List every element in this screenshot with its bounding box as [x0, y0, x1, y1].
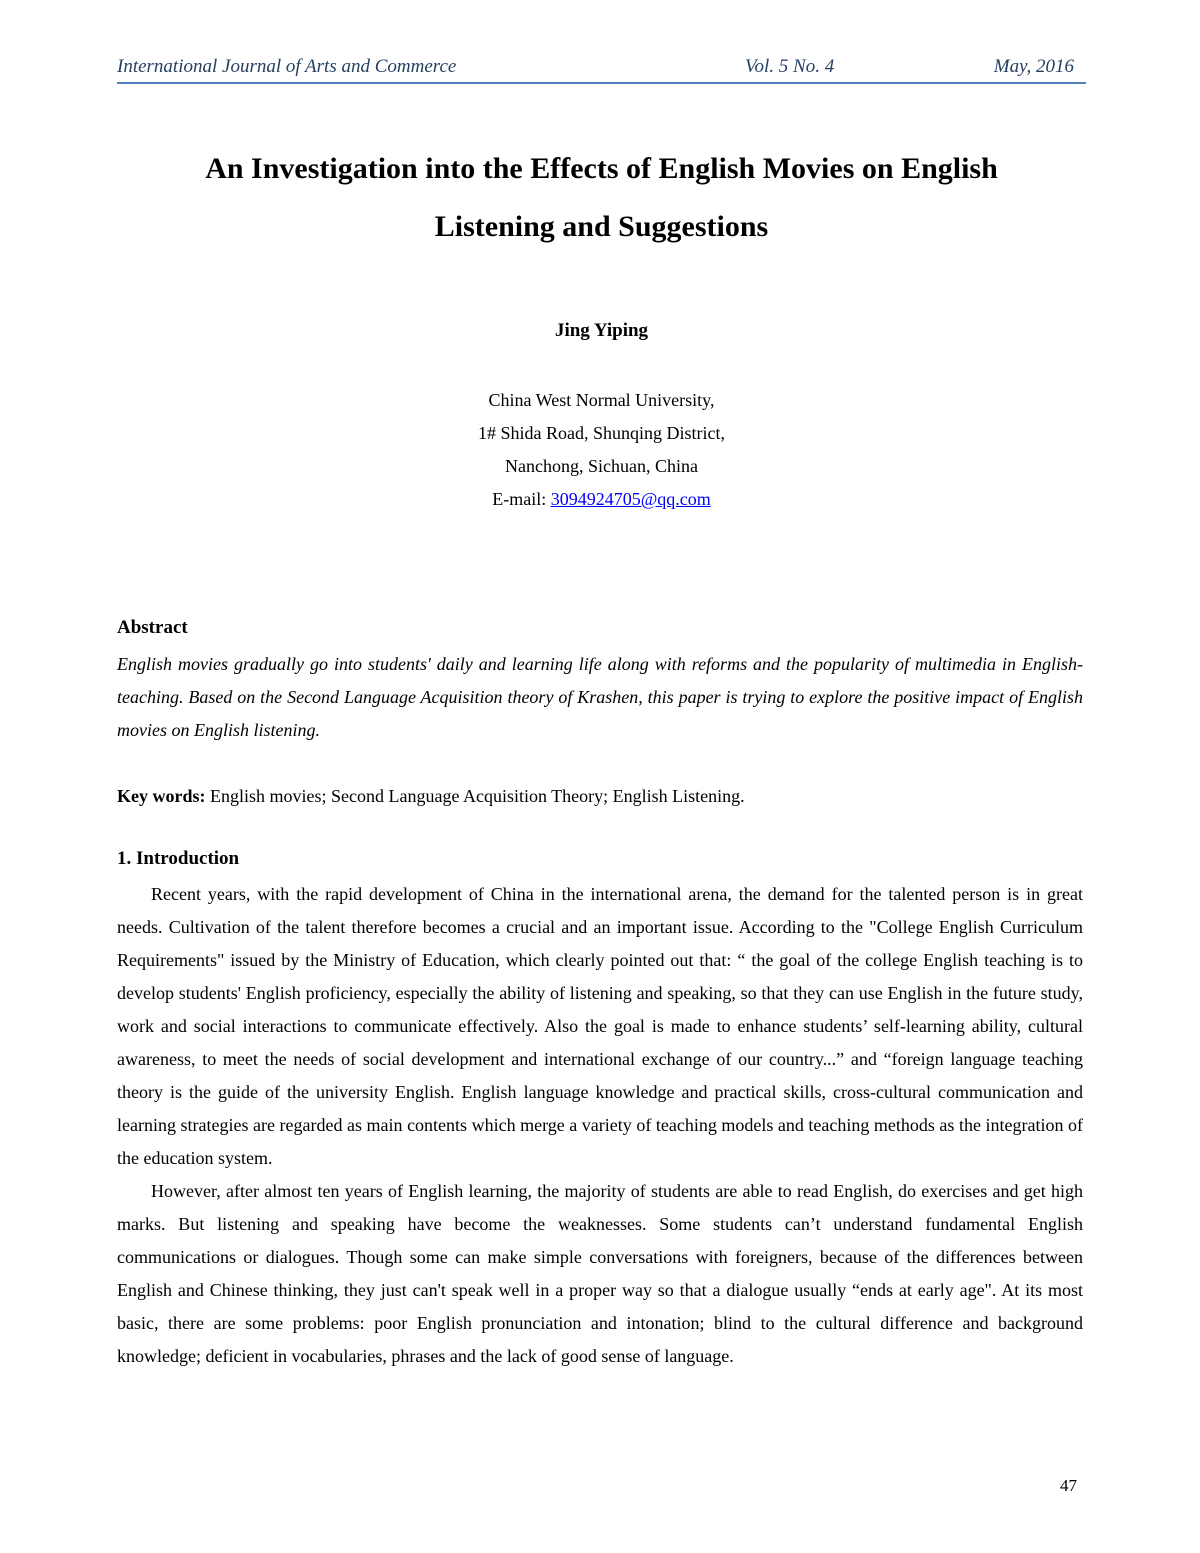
section-heading-introduction: 1. Introduction	[117, 848, 240, 869]
author-affiliation	[117, 384, 1086, 516]
introduction-paragraph-1: Recent years, with the rapid development of China in the international arena, the demand for the talented person is in great needs. Cultivation of the talent therefore becomes a crucial and an important issue. According to the "College English Curriculum Requirements" issued by the Ministry of Education, which clearly pointed out that: “ the goal of the college English teaching is to develop students' English proficiency, especially the ability of listening and speaking, so that they can use English in the future study, work and social interactions to communicate effectively. Also the goal is made to enhance students’ self-learning ability, cultural awareness, to meet the needs of social development and international exchange of our country...” and “foreign language teaching theory is the guide of the university English. English language knowledge and practical skills, cross-cultural communication and learning strategies are regarded as main contents which merge a variety of teaching models and teaching methods as the integration of the education system.	[117, 884, 1083, 1168]
paper-title-line-2: Listening and Suggestions	[434, 210, 769, 243]
journal-date: May, 2016	[993, 56, 1074, 77]
page-number: 47	[1060, 1476, 1077, 1495]
paper-title	[117, 140, 1086, 256]
abstract-heading: Abstract	[117, 617, 188, 638]
author-name: Jing Yiping	[554, 320, 649, 341]
affiliation-line-3: Nanchong, Sichuan, China	[505, 456, 698, 476]
journal-volume: Vol. 5 No. 4	[745, 56, 835, 77]
keywords-label: Key words:	[117, 786, 206, 806]
email-label: E-mail:	[492, 489, 551, 509]
introduction-body	[117, 878, 1083, 1373]
keywords	[117, 780, 1083, 813]
email-link[interactable]: 3094924705@qq.com	[550, 489, 711, 509]
running-header	[117, 54, 1086, 84]
journal-name: International Journal of Arts and Commerce	[117, 56, 457, 77]
affiliation-line-2: 1# Shida Road, Shunqing District,	[478, 423, 725, 443]
keywords-text: English movies; Second Language Acquisition Theory; English Listening.	[205, 786, 745, 806]
introduction-paragraph-2: However, after almost ten years of English learning, the majority of students are able to read English, do exercises and get high marks. But listening and speaking have become the weaknesses. Some students can’t understand fundamental English communications or dialogues. Though some can make simple conversations with foreigners, because of the differences between English and Chinese thinking, they just can't speak well in a proper way so that a dialogue usually “ends at early age". At its most basic, there are some problems: poor English pronunciation and intonation; blind to the cultural difference and background knowledge; deficient in vocabularies, phrases and the lack of good sense of language.	[117, 1181, 1083, 1366]
affiliation-line-1: China West Normal University,	[488, 390, 715, 410]
paper-title-line-1: An Investigation into the Effects of English Movies on English	[205, 152, 998, 185]
email-line	[117, 483, 1086, 516]
abstract-text: English movies gradually go into students' daily and learning life along with reforms and the popularity of multimedia in English-teaching. Based on the Second Language Acquisition theory of Krashen, this paper is trying to explore the positive impact of English movies on English listening.	[117, 654, 1083, 740]
